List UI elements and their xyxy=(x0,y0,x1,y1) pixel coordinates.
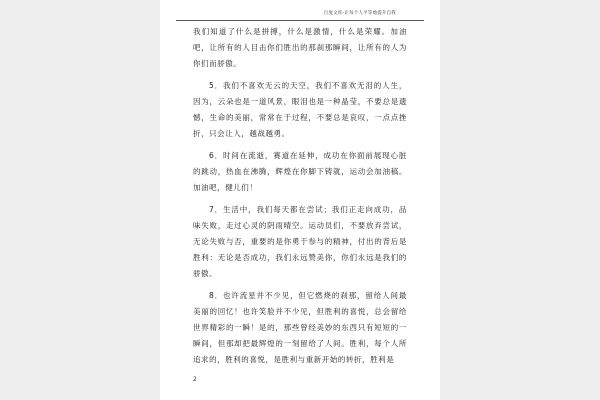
paragraph-4: 7．生活中，我们每天都在尝试；我们正走向成功，品味失败，走过心灵的阴雨晴空。运动员们，不要放弃尝试，无论失败与否，重要的是你勇于参与的精神，付出的背后是胜利：无论是否成功，我们永远赞美你，你们永远是我们的骄傲。 xyxy=(193,205,407,278)
paragraph-5: 8．也许流星并不少见，但它燃烧的刹那，留给人间最美丽的回忆！也许笑脸并不少见，但胜利的喜悦，总会留给世界精彩的一瞬！是的，那些曾经美妙的东西只有短短的一瞬间，但那却把最辉煌的一刻留给了人间。胜利，每个人所追求的，胜利的喜悦，是胜利与重新开始的转折，胜利是 xyxy=(193,291,407,364)
page-number: 2 xyxy=(193,376,197,383)
page-body xyxy=(193,24,407,374)
page-header xyxy=(176,4,424,21)
paragraph-3: 6．时间在流逝，赛道在延伸，成功在你面前展现心脏的跳动，热血在沸腾，辉煌在你脚下铸就，运动会加油稿。加油吧，健儿们！ xyxy=(193,151,407,192)
paragraph-2: 5．我们不喜欢无云的天空，我们不喜欢无泪的人生，因为，云朵也是一道风景，眼泪也是一种晶莹，不要总是遗憾，生命的美丽，常常在于过程，不要总是哀叹，一点点挫折，只会让人，越战越勇。 xyxy=(193,81,407,138)
document-page xyxy=(160,0,440,400)
header-text: 百度文库-让每个人平等地提升自我 xyxy=(323,11,396,16)
paragraph-1: 我们知道了什么是拼搏，什么是激情，什么是荣耀。加油吧，让所有的人目击你们胜出的那刹那瞬间，让所有的人为你们而骄傲。 xyxy=(193,27,407,68)
